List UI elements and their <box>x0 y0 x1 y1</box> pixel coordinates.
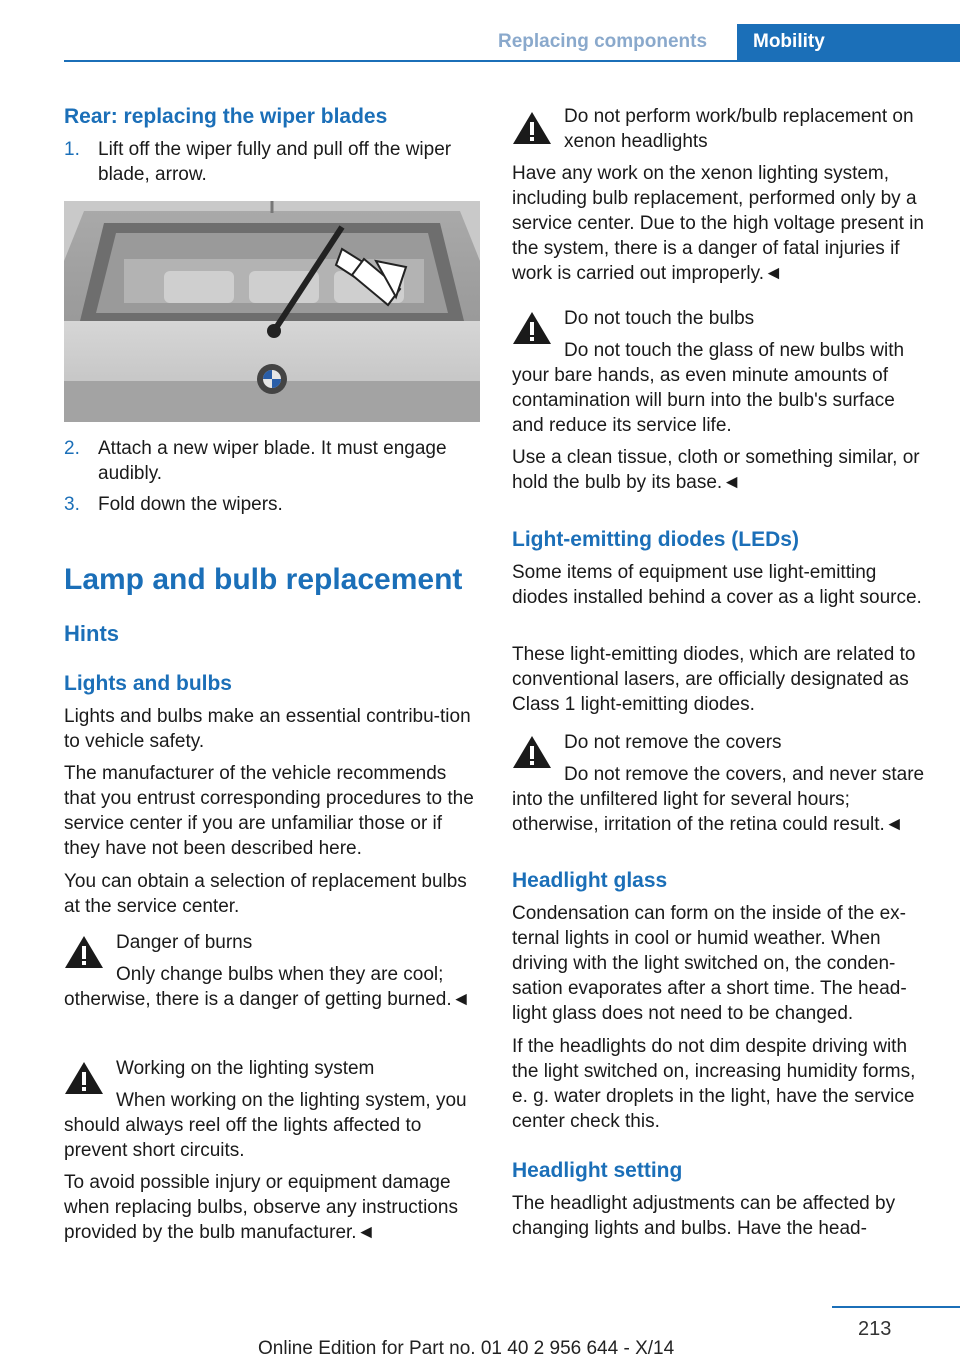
warning-title: Do not perform work/bulb replacement on xenon headlights <box>564 106 914 152</box>
warning-title: Danger of burns <box>116 932 253 953</box>
lights-paragraph-2: The manufacturer of the vehicle recommends that you entrust corresponding procedures to the service center if you are unfamiliar those or if they have not been described here. <box>64 763 474 859</box>
car-rear-illustration <box>64 201 480 422</box>
warning-title: Do not touch the bulbs <box>564 308 755 329</box>
header-chapter-label: Mobility <box>753 31 825 52</box>
warning-text: Only change bulbs when they are cool; otherwise, there is a danger of getting burned.◄ <box>64 964 471 1010</box>
lamp-heading: Lamp and bulb replacement <box>64 563 463 596</box>
setting-paragraph: The headlight adjustments can be affected by changing lights and bulbs. Have the head- <box>512 1193 896 1239</box>
setting-heading: Headlight setting <box>512 1159 683 1182</box>
clean-tissue-paragraph: Use a clean tissue, cloth or something similar, or hold the bulb by its base.◄ <box>512 447 920 493</box>
warning-icon <box>512 110 552 146</box>
lights-paragraph-1: Lights and bulbs make an essential contribu-tion to vehicle safety. <box>64 706 471 752</box>
step-number: 3. <box>64 494 80 515</box>
warning-text: When working on the lighting system, you should always reel off the lights affected to prevent short circuits. <box>64 1090 467 1161</box>
step-number: 2. <box>64 438 80 459</box>
led-paragraph-2: These light-emitting diodes, which are related to conventional lasers, are officially designated as Class 1 light-emitting diodes. <box>512 644 916 715</box>
header-chapter-tab <box>737 24 960 61</box>
step-text: Fold down the wipers. <box>98 494 283 515</box>
glass-heading: Headlight glass <box>512 869 668 892</box>
warning-title: Do not remove the covers <box>564 732 782 753</box>
glass-paragraph-1: Condensation can form on the inside of the ex-ternal lights in cool or humid weather. When driving with the light switched on, the conden-sation evaporates after a short time. The head-light glass does not need to be changed. <box>512 903 907 1024</box>
hints-heading: Hints <box>64 621 119 646</box>
led-paragraph-1: Some items of equipment use light-emitting diodes installed behind a cover as a light source. <box>512 562 922 608</box>
lights-heading: Lights and bulbs <box>64 672 232 695</box>
footer-rule <box>832 1306 960 1308</box>
warning-text: Do not touch the glass of new bulbs with your bare hands, as even minute amounts of contamination will burn into the bulb's surface and reduce its service life. <box>512 340 905 436</box>
step-text: Lift off the wiper fully and pull off the wiper blade, arrow. <box>98 139 452 185</box>
step-text: Attach a new wiper blade. It must engage audibly. <box>98 438 447 484</box>
lights-paragraph-3: You can obtain a selection of replacement bulbs at the service center. <box>64 871 467 917</box>
injury-paragraph: To avoid possible injury or equipment damage when replacing bulbs, observe any instructions provided by the bulb manufacturer.◄ <box>64 1172 458 1243</box>
glass-paragraph-2: If the headlights do not dim despite driving with the light switched on, increasing humidity forms, e. g. water droplets in the light, have the service center check this. <box>512 1036 916 1132</box>
wiper-illustration <box>64 201 480 422</box>
warning-title: Working on the lighting system <box>116 1058 375 1079</box>
warning-text: Have any work on the xenon lighting system, including bulb replacement, performed only by a service center. Due to the high voltage present in the system, there is a danger of fatal injuries if work is carried out improperly.◄ <box>512 163 924 284</box>
header-section-title: Replacing components <box>498 31 708 52</box>
wiper-heading: Rear: replacing the wiper blades <box>64 105 388 128</box>
step-number: 1. <box>64 139 80 160</box>
header-rule <box>64 60 960 62</box>
led-heading: Light-emitting diodes (LEDs) <box>512 528 799 551</box>
edition-note: Online Edition for Part no. 01 40 2 956 644 - X/14 <box>258 1338 675 1359</box>
warning-text: Do not remove the covers, and never stare into the unfiltered light for several hours; otherwise, irritation of the retina could result.◄ <box>512 764 925 835</box>
page-number: 213 <box>858 1318 892 1340</box>
